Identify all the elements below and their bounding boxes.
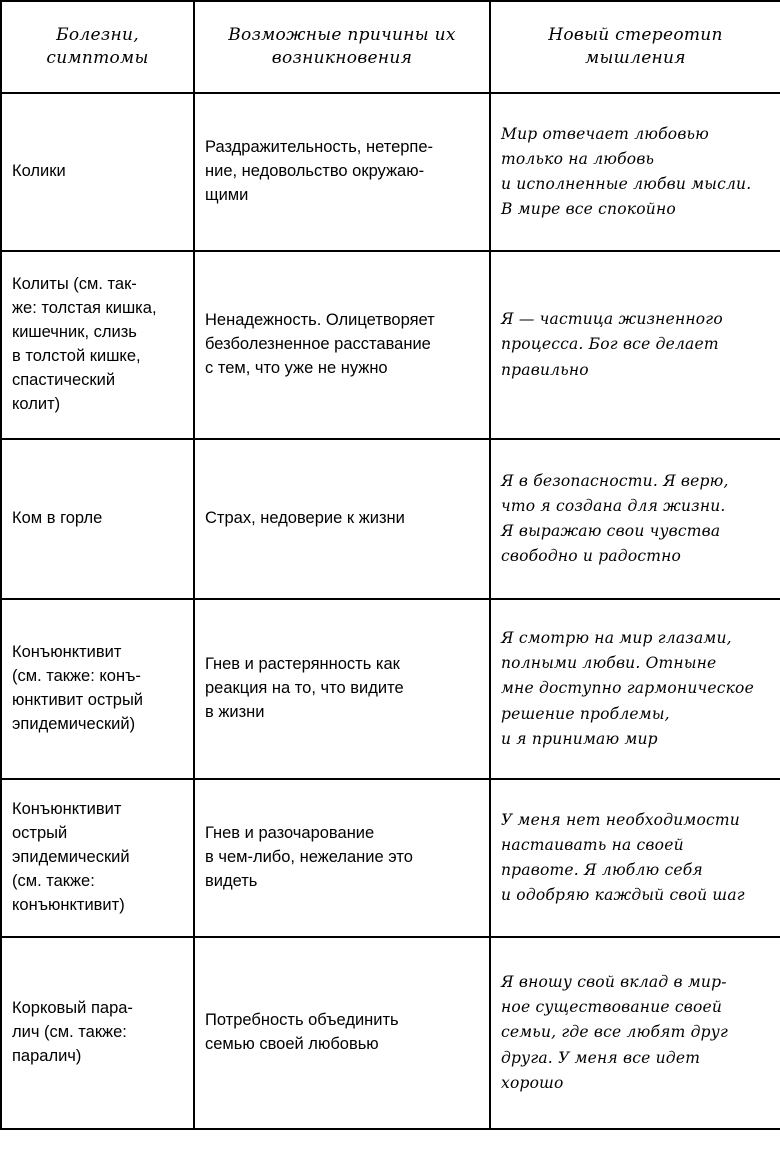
cell-disease [1,599,194,779]
affirmation-line: В мире все спокойно [501,200,676,219]
cause-line: Гнев и разочарование [205,824,375,843]
affirmation-line: и я принимаю мир [501,729,658,748]
affirmation-line: Я вношу свой вклад в мир- [501,973,727,992]
affirmation-line: полными любви. Отныне [501,654,717,673]
cause-line: семью своей любовью [205,1035,379,1053]
disease-line: в толстой кишке, [12,347,141,365]
cause-line: с тем, что уже не нужно [205,358,388,377]
cell-cause [194,439,490,599]
cell-cause [194,599,490,779]
affirmation-line: Я — частица жизненного [501,310,723,329]
table-row [1,251,780,439]
disease-line: Корковый пара- [12,999,133,1018]
affirmation-line: хорошо [501,1073,564,1092]
cell-affirmation [490,439,780,599]
disease-line: Ком в горле [12,509,103,528]
cause-line: щими [205,185,249,204]
table-row [1,937,780,1129]
affirmation-line: Мир отвечает любовью [501,124,710,143]
disease-line: (см. также: [12,871,95,890]
disease-line: лич (см. также: [12,1023,127,1042]
disease-line: эпидемический [12,848,130,867]
affirmation-line: что я создана для жизни. [501,496,726,515]
cell-disease [1,937,194,1129]
affirmation-line: Я выражаю свои чувства [501,522,721,540]
cell-cause [194,251,490,439]
cell-disease [1,251,194,439]
column-header-diseases [1,1,194,93]
cell-affirmation [490,779,780,937]
cause-line: Гнев и растерянность как [205,655,400,674]
disease-line: паралич) [12,1046,82,1065]
affirmation-line: ное существование своей [501,998,723,1017]
table-row [1,779,780,937]
affirmation-line: только на любовь [501,149,655,168]
affirmation-line: настаивать на своей [501,835,684,854]
cause-line: безболезненное расставание [205,335,431,354]
table-body [1,93,780,1129]
affirmation-line: У меня нет необходимости [501,810,740,829]
disease-line: спастический [12,370,116,389]
cause-line: реакция на то, что видите [205,679,404,698]
cell-affirmation [490,937,780,1129]
disease-line: Колиты (см. так- [12,275,137,294]
disease-line: конъюнктивит) [12,895,125,914]
cause-line: в чем-либо, нежелание это [205,848,413,867]
table-row [1,93,780,251]
affirmation-line: и одобряю каждый свой шаг [501,886,745,905]
cause-line: ние, недовольство окружаю- [205,162,425,181]
affirmation-line: и исполненные любви мысли. [501,175,752,193]
disease-line: (см. также: конъ- [12,667,141,686]
cell-disease [1,779,194,937]
cause-line: видеть [205,871,258,890]
affirmation-line: решение проблемы, [501,704,670,723]
column-header-affirmation-line-1: Новый стереотип [548,25,723,46]
table-row [1,599,780,779]
column-header-causes [194,1,490,93]
disease-line: колит) [12,394,61,413]
cell-affirmation [490,93,780,251]
cell-cause [194,779,490,937]
disease-line: юнктивит острый [12,691,144,709]
disease-line: же: толстая кишка, [12,299,157,318]
affirmation-line: семьи, где все любят друг [501,1023,728,1042]
column-header-diseases-line-2: симптомы [46,48,149,68]
column-header-causes-line-2: их возникновения [271,25,456,68]
disease-line: эпидемический) [12,714,136,733]
table-row [1,439,780,599]
affirmation-line: правоте. Я люблю себя [501,861,703,879]
cause-line: в жизни [205,702,265,721]
table-header-row [1,1,780,93]
affirmation-line: друга. У меня все идет [501,1048,701,1067]
affirmation-line: правильно [501,360,589,379]
disease-line: острый [12,824,68,843]
cause-line: Раздражительность, нетерпе- [205,138,434,157]
cell-affirmation [490,599,780,779]
affirmation-line: свободно и радостно [501,547,682,566]
column-header-causes-line-1: Возможные причины [228,25,429,46]
affirmation-line: Я смотрю на мир глазами, [501,629,732,648]
disease-line: Колики [12,162,66,181]
disease-line: кишечник, слизь [12,323,137,342]
cause-line: Потребность объединить [205,1011,399,1030]
table-header [1,1,780,93]
affirmation-line: Я в безопасности. Я верю, [501,471,729,490]
cause-line: Страх, недоверие к жизни [205,509,405,528]
disease-line: Конъюнктивит [12,643,122,662]
cell-disease [1,439,194,599]
affirmation-line: мне доступно гармоническое [501,679,754,698]
cell-cause [194,937,490,1129]
column-header-affirmation-line-2: мышления [585,48,686,68]
cell-affirmation [490,251,780,439]
affirmation-line: процесса. Бог все делает [501,335,719,354]
disease-line: Конъюнктивит [12,800,122,819]
cell-cause [194,93,490,251]
cause-line: Ненадежность. Олицетворяет [205,311,435,330]
column-header-diseases-line-1: Болезни, [56,25,139,46]
column-header-affirmation [490,1,780,93]
cell-disease [1,93,194,251]
